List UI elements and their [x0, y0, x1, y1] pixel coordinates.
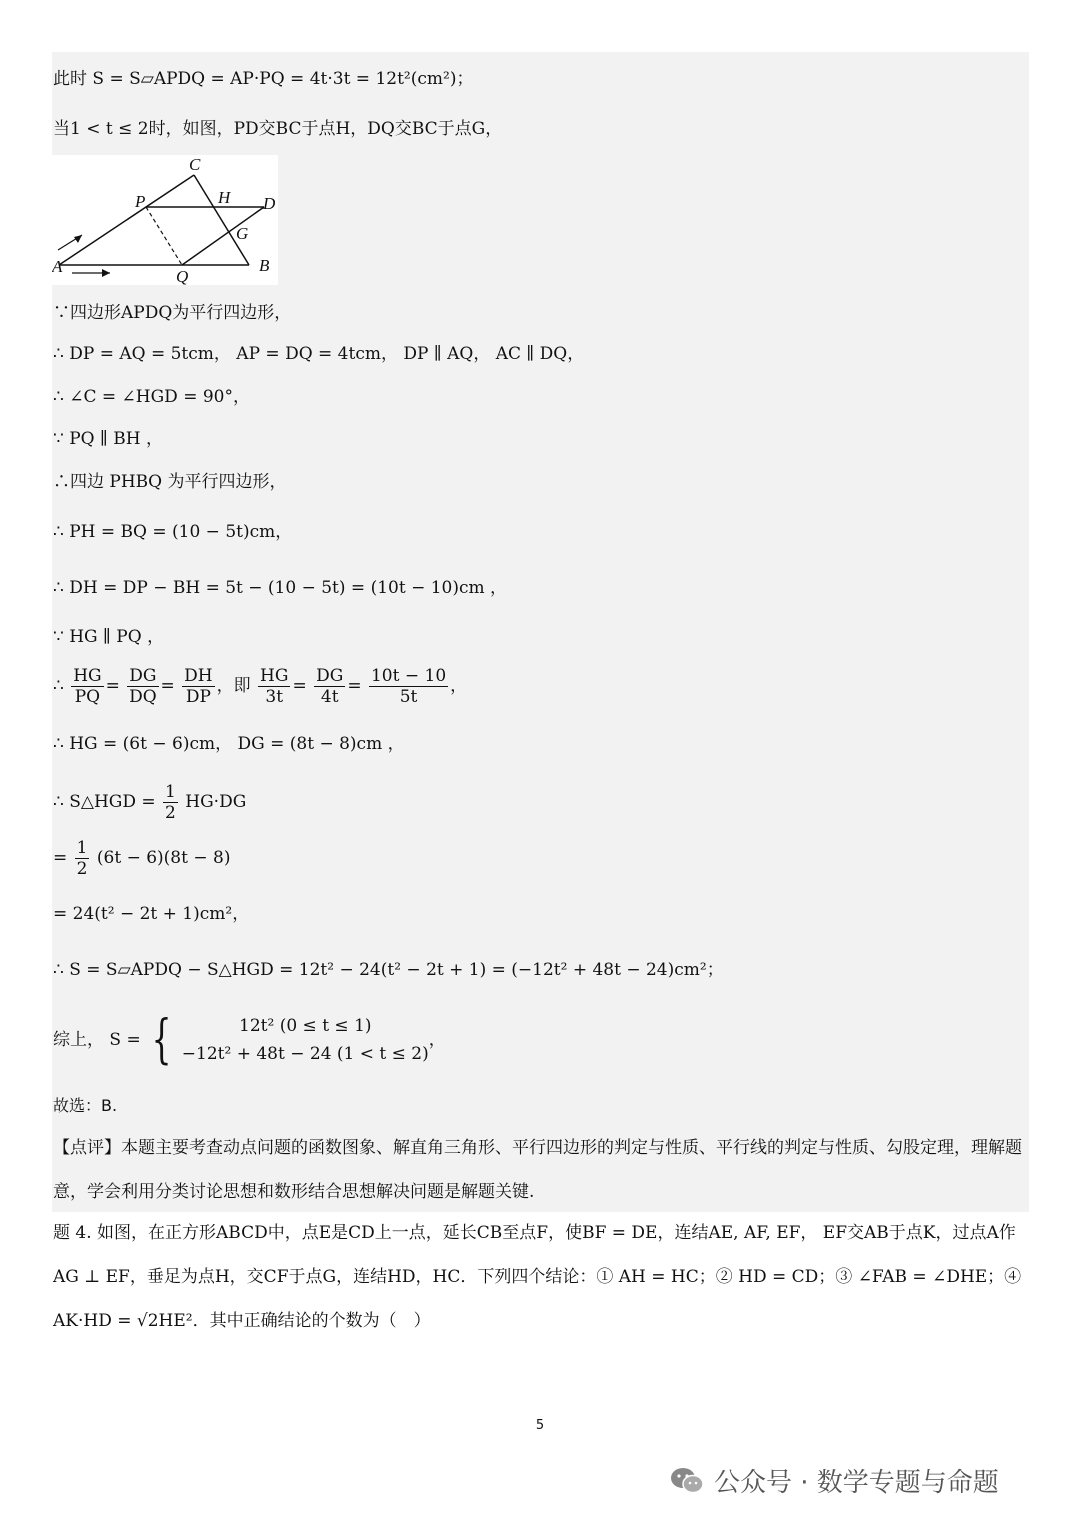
- geometry-figure: [52, 155, 278, 285]
- text-line-3: ∵四边形APDQ为平行四边形，: [53, 303, 292, 323]
- text-line-5: ∴ ∠C = ∠HGD = 90°，: [53, 387, 250, 407]
- label-c: C: [189, 155, 201, 174]
- question-paragraph: 题 4. 如图，在正方形ABCD中，点E是CD上一点，延长CB至点F，使BF = DE，连结AE, AF, EF， EF交AB于点K，过点A作AG ⊥ EF，垂足为点H，交CF于点G，连结HD，HC．下列四个结论：① AH = HC；② HD = CD；③ ∠FAB = ∠DHE；④ AK·HD = √2HE²．其中正确结论的个数为（ ）: [53, 1223, 1022, 1331]
- wechat-icon: [670, 1467, 704, 1495]
- label-a: A: [52, 257, 63, 276]
- answer-line: 故选：B.: [53, 1096, 118, 1115]
- text-line-9: ∴ DH = DP − BH = 5t − (10 − 5t) = (10t − 10)cm ，: [53, 578, 508, 598]
- label-h: H: [218, 188, 231, 207]
- area-line-1: ∴ S△HGD = $\frac{1}{2}$ HG·DG: [53, 782, 247, 823]
- piecewise-line: 综上， S = { 12t² (0 ≤ t ≤ 1) −12t² + 48t − 24 (1 < t ≤ 2) ，: [53, 1010, 446, 1070]
- text-line-7: ∴四边 PHBQ 为平行四边形，: [53, 472, 287, 492]
- text-line-8: ∴ PH = BQ = (10 − 5t)cm，: [53, 522, 293, 542]
- label-b: B: [259, 256, 270, 275]
- label-d: D: [263, 194, 276, 213]
- text-line-4: ∴ DP = AQ = 5tcm， AP = DQ = 4tcm， DP ∥ AQ， AC ∥ DQ，: [53, 344, 585, 364]
- label-g: G: [236, 224, 249, 243]
- page-number: 5: [535, 1418, 545, 1433]
- comment-paragraph: 【点评】本题主要考查动点问题的函数图象、解直角三角形、平行四边形的判定与性质、平行线的判定与性质、勾股定理，理解题意，学会利用分类讨论思想和数形结合思想解决问题是解题关键.: [53, 1138, 1022, 1202]
- label-p: P: [135, 192, 146, 211]
- text-line-10: ∵ HG ∥ PQ ，: [53, 627, 165, 647]
- watermark: [670, 1462, 999, 1499]
- text-line-12: ∴ HG = (6t − 6)cm， DG = (8t − 8)cm ，: [53, 734, 405, 754]
- label-q: Q: [176, 267, 189, 285]
- watermark-text: 公众号 · 数学专题与命题: [714, 1468, 999, 1498]
- area-line-2: = $\frac{1}{2}$ (6t − 6)(8t − 8): [53, 838, 231, 879]
- ratio-line: ∴ $\frac{HG}{PQ}$ = $\frac{DG}{DQ}$ = $\frac{DH}{DP}$ ，即 $\frac{HG}{3t}$ = $\frac{DG}{4t}$ = $\frac{10t - 10}{5t}$ ，: [53, 666, 468, 707]
- text-line-2: 当1 < t ≤ 2时，如图，PD交BC于点H，DQ交BC于点G，: [53, 119, 503, 139]
- text-line-1: 此时 S = S▱APDQ = AP·PQ = 4t·3t = 12t²(cm²)；: [53, 69, 474, 89]
- text-line-6: ∵ PQ ∥ BH ，: [53, 429, 163, 449]
- text-line-15: = 24(t² − 2t + 1)cm²，: [53, 904, 250, 924]
- text-line-16: ∴ S = S▱APDQ − S△HGD = 12t² − 24(t² − 2t + 1) = (−12t² + 48t − 24)cm²；: [53, 960, 724, 980]
